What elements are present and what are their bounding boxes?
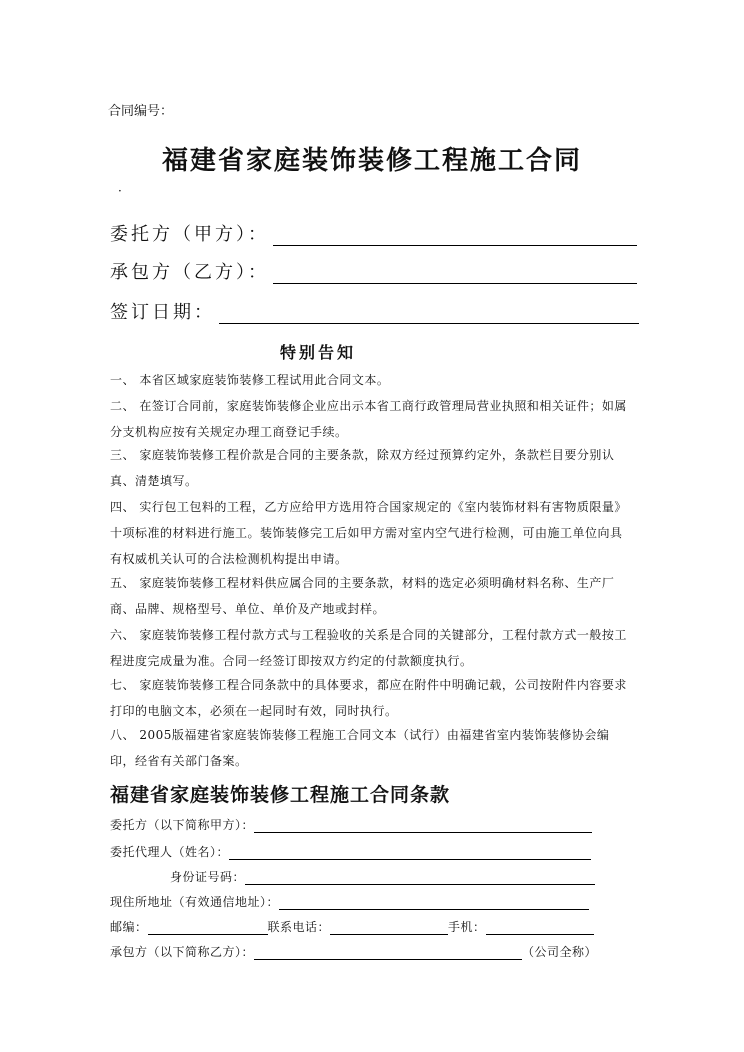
notice-item: 三、 家庭装饰装修工程价款是合同的主要条款，除双方经过预算约定外，条款栏目要分别认真、清楚填写。 (110, 448, 615, 488)
sign-date-label: 签订日期： (110, 302, 215, 323)
page-title: 福建省家庭装饰装修工程施工合同 (161, 146, 582, 176)
client-row (110, 816, 592, 833)
party-b-label: 承包方（乙方）： (110, 262, 269, 283)
contractor-label: 承包方（以下简称乙方）： (110, 945, 255, 959)
sign-date-field[interactable] (219, 303, 639, 324)
party-b-row (110, 258, 637, 284)
party-a-field[interactable] (273, 225, 637, 246)
contractor-row (110, 943, 597, 960)
notice-item: 二、 在签订合同前，家庭装饰装修企业应出示本省工商行政管理局营业执照和相关证件；如属分支机构应按有关规定办理工商登记手续。 (110, 399, 627, 439)
agent-row (110, 843, 591, 860)
terms-title: 福建省家庭装饰装修工程施工合同条款 (110, 784, 451, 806)
contractor-field[interactable] (254, 945, 522, 960)
id-field[interactable] (245, 870, 595, 885)
address-row (110, 893, 589, 910)
client-field[interactable] (254, 818, 592, 833)
party-a-label: 委托方（甲方）： (110, 224, 269, 245)
notice-item: 七、 家庭装饰装修工程合同条款中的具体要求，都应在附件中明确记载，公司按附件内容要求打印的电脑文本，必须在一起同时有效，同时执行。 (110, 678, 627, 718)
notice-item: 六、 家庭装饰装修工程付款方式与工程验收的关系是合同的关键部分，工程付款方式一般按工程进度完成量为准。合同一经签订即按双方约定的付款额度执行。 (110, 628, 627, 668)
contract-number-label: 合同编号： (108, 104, 174, 119)
postcode-label: 邮编： (110, 920, 148, 934)
contractor-suffix: （公司全称） (522, 945, 598, 959)
id-label: 身份证号码： (170, 870, 246, 884)
mobile-label: 手机： (448, 920, 486, 934)
address-label: 现住所地址（有效通信地址）： (110, 895, 280, 909)
phone-label: 联系电话： (267, 920, 331, 934)
notice-item: 五、 家庭装饰装修工程材料供应属合同的主要条款，材料的选定必须明确材料名称、生产厂商、品牌、规格型号、单位、单价及产地或封样。 (110, 576, 615, 616)
sign-date-row (110, 298, 639, 324)
client-label: 委托方（以下简称甲方）： (110, 818, 255, 832)
phone-field[interactable] (330, 920, 448, 935)
party-a-row (110, 220, 637, 246)
id-row (170, 868, 595, 885)
agent-field[interactable] (229, 845, 591, 860)
notice-item: 八、 2005版福建省家庭装饰装修工程施工合同文本（试行）由福建省室内装饰装修协会编印，经省有关部门备案。 (110, 728, 610, 768)
notice-item: 一、 本省区域家庭装饰装修工程试用此合同文本。 (110, 373, 390, 387)
bullet-dot: · (118, 184, 122, 198)
contact-row (110, 918, 594, 935)
mobile-field[interactable] (486, 920, 594, 935)
notice-item: 四、 实行包工包料的工程，乙方应给甲方选用符合国家规定的《室内装饰材料有害物质限量》十项标准的材料进行施工。装饰装修完工后如甲方需对室内空气进行检测，可由施工单位向具有权威机关认可的合法检测机构提出申请。 (110, 500, 627, 566)
address-field[interactable] (279, 895, 589, 910)
agent-label: 委托代理人（姓名）： (110, 845, 230, 859)
party-b-field[interactable] (273, 263, 637, 284)
notice-title: 特别告知 (280, 343, 357, 362)
postcode-field[interactable] (148, 920, 268, 935)
